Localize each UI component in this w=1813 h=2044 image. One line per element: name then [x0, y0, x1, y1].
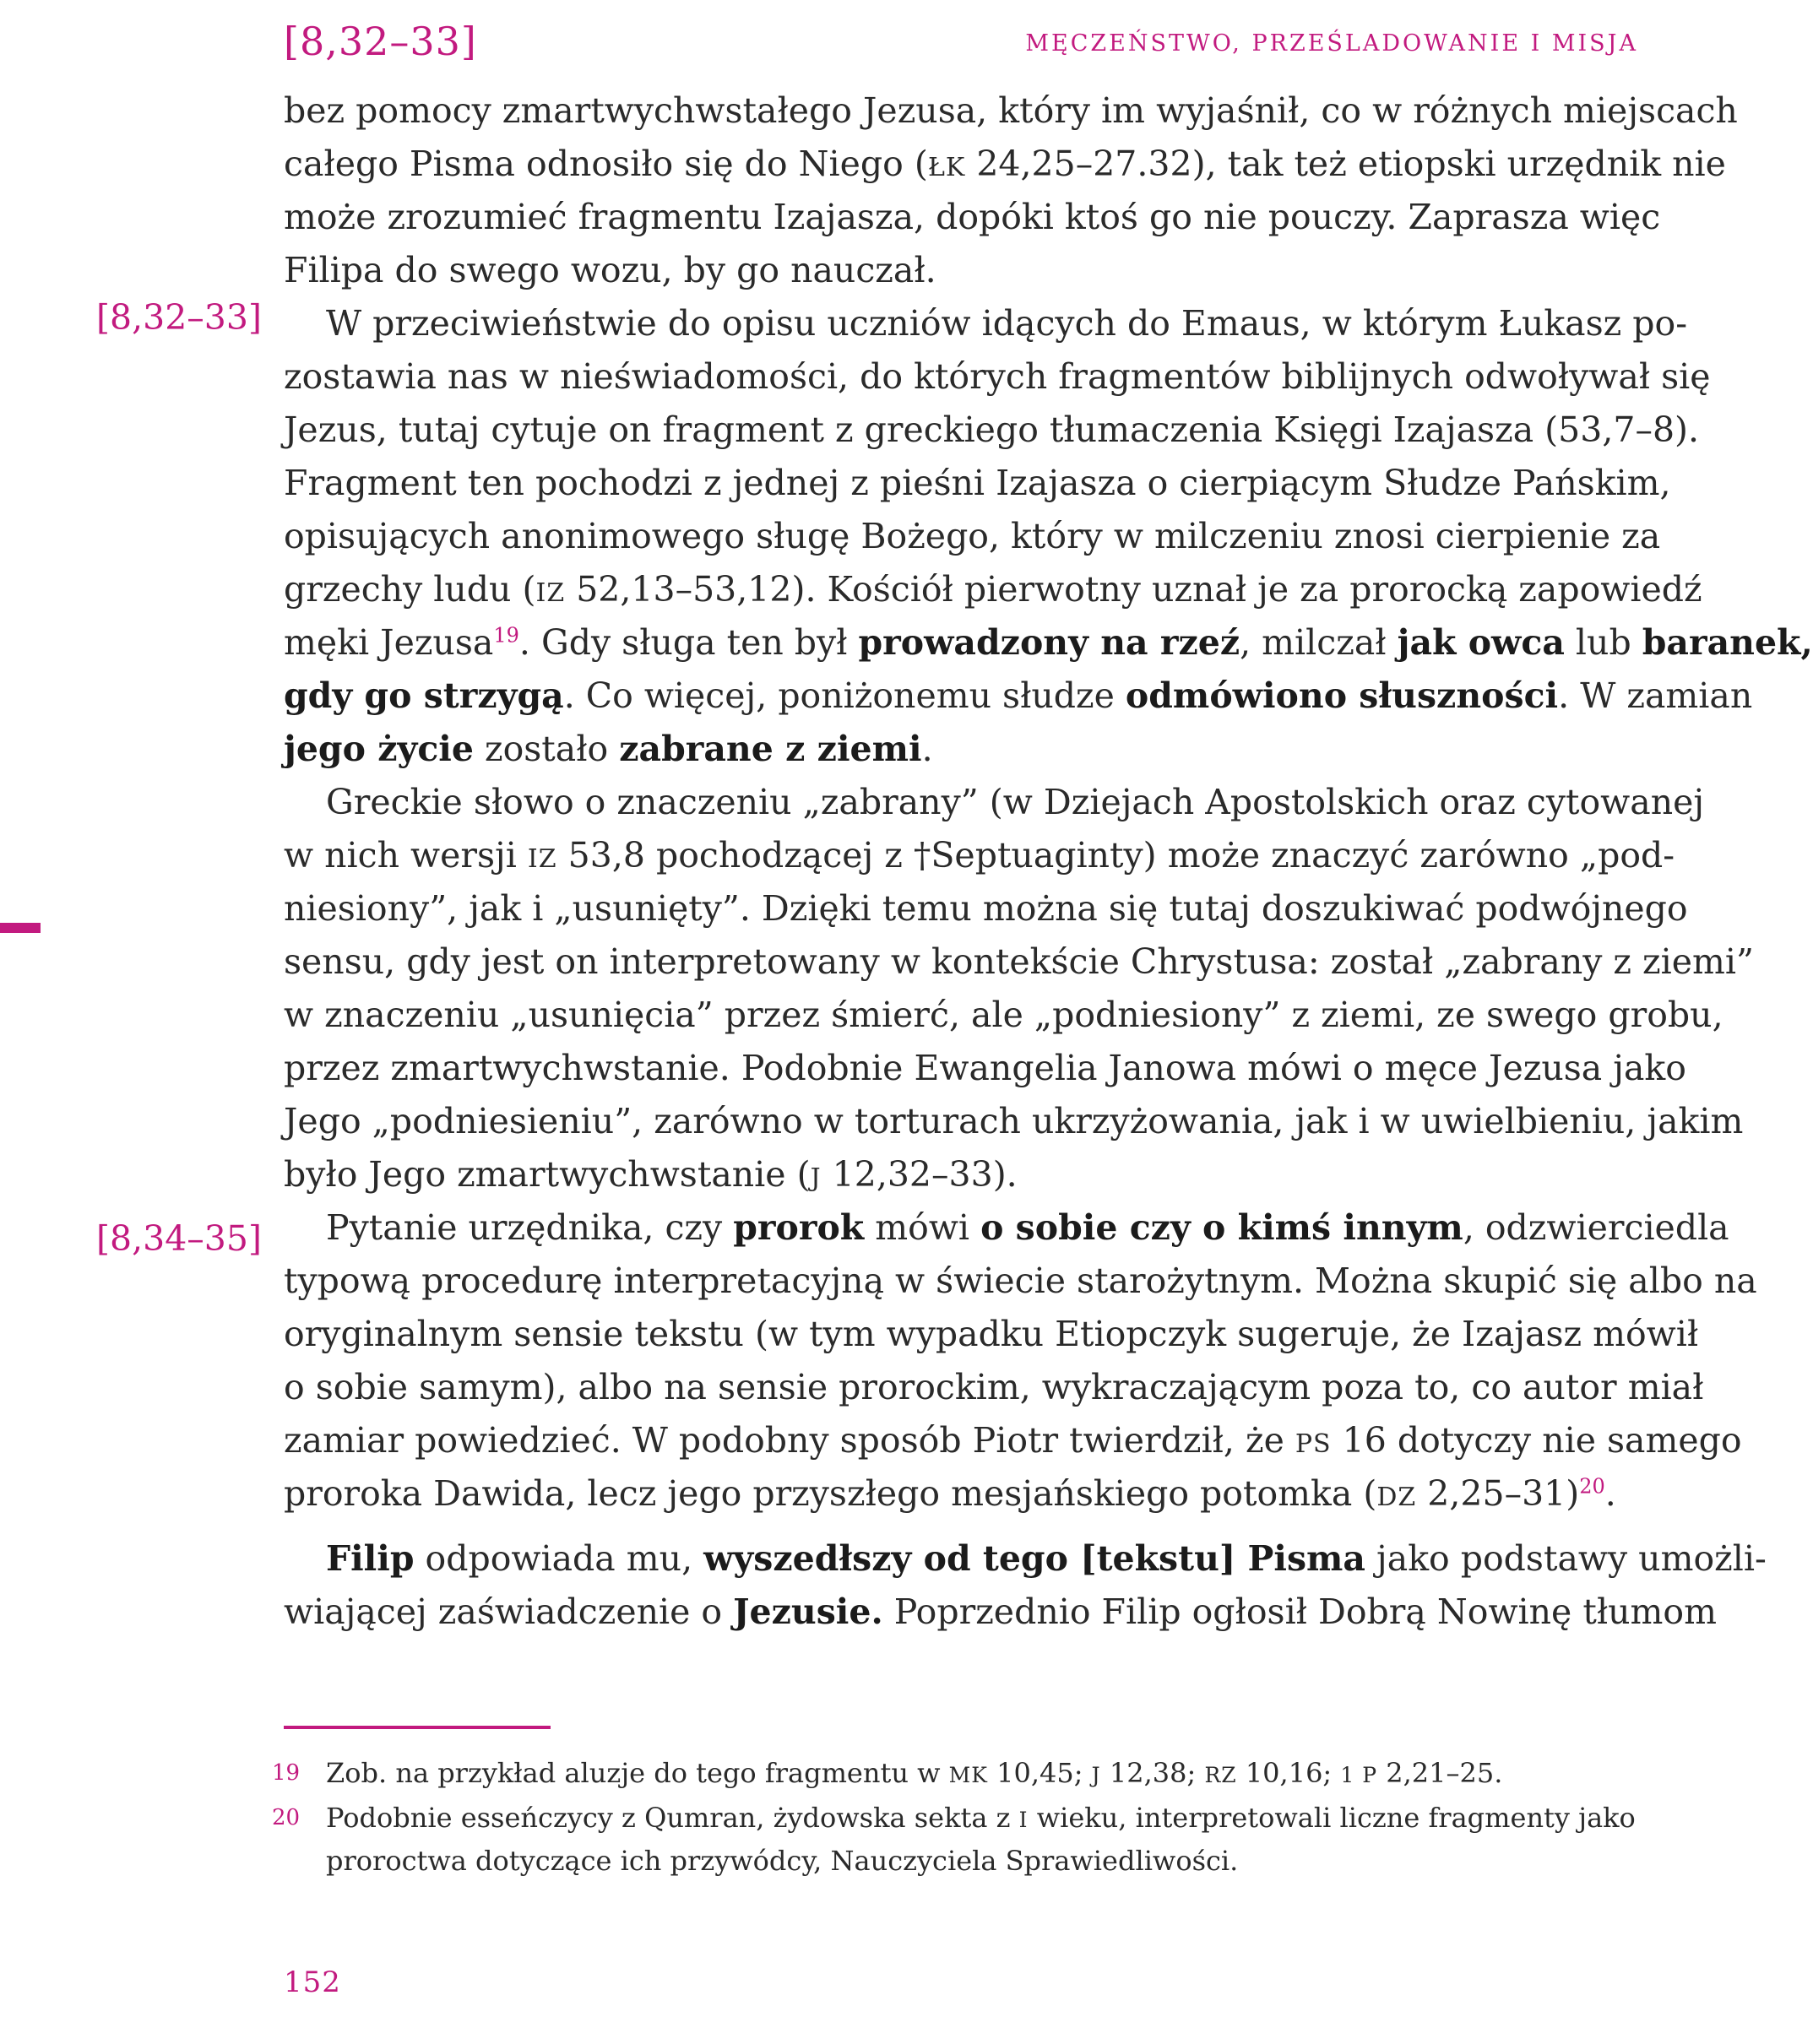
text-line: Fragment ten pochodzi z jednej z pieśni Izajasza o cierpiącym Słudze Pańskim,: [284, 463, 1671, 503]
bible-book-abbrev: J: [810, 1163, 822, 1193]
footnote-text: Podobnie esseńczycy z Qumran, żydowska sekta z I wieku, interpretowali liczne fragmenty jako proroctwa dotyczące ich przywódcy, Nauczyciela Sprawiedliwości.: [326, 1802, 1636, 1877]
bible-book-abbrev: IZ: [535, 578, 566, 608]
footnote-number: 19: [272, 1760, 301, 1786]
footnote-divider: [284, 1726, 551, 1729]
text-line: Greckie słowo o znaczeniu „zabrany” (w Dziejach Apostolskich oraz cytowanej: [326, 782, 1705, 822]
text-line: gdy go strzygą. Co więcej, poniżonemu słudze odmówiono słuszności. W zamian: [284, 675, 1753, 716]
bible-book-abbrev: DZ: [1376, 1483, 1417, 1512]
text-line: oryginalnym sensie tekstu (w tym wypadku Etiopczyk sugeruje, że Izajasz mówił: [284, 1314, 1699, 1354]
text-line: opisujących anonimowego sługę Bożego, który w milczeniu znosi cierpienie za: [284, 516, 1661, 556]
bible-book-abbrev: ŁK: [927, 153, 966, 182]
text-line: może zrozumieć fragmentu Izajasza, dopóki ktoś go nie pouczy. Zaprasza więc: [284, 197, 1661, 237]
footnote-ref: 20: [1579, 1474, 1605, 1499]
text-line: zostawia nas w nieświadomości, do których fragmentów biblijnych odwoływał się: [284, 356, 1711, 397]
text-line: jego życie zostało zabrane z ziemi.: [284, 729, 933, 769]
margin-thumb-mark: [0, 923, 41, 933]
footnotes: [272, 1753, 1647, 1883]
text-line: całego Pisma odnosiło się do Niego (ŁK 24,25–27.32), tak też etiopski urzędnik nie: [284, 144, 1726, 184]
text-line: grzechy ludu (IZ 52,13–53,12). Kościół pierwotny uznał je za prorocką zapowiedź: [284, 569, 1702, 610]
footnote-number: 20: [272, 1805, 301, 1830]
footnote: [272, 1753, 1647, 1796]
margin-reference: [8,34–35]: [96, 1218, 262, 1259]
bible-book-abbrev: IZ: [527, 844, 557, 874]
text-line: Filipa do swego wozu, by go nauczał.: [284, 250, 936, 290]
running-head-title: MĘCZEŃSTWO, PRZEŚLADOWANIE I MISJA: [1025, 30, 1638, 57]
text-line: Pytanie urzędnika, czy prorok mówi o sobie czy o kimś innym, odzwierciedla: [326, 1207, 1729, 1248]
footnote: [272, 1797, 1647, 1881]
text-line: w nich wersji IZ 53,8 pochodzącej z †Septuaginty) może znaczyć zarówno „pod-: [284, 835, 1675, 876]
text-line: niesiony”, jak i „usunięty”. Dzięki temu można się tutaj doszukiwać podwójnego: [284, 888, 1688, 929]
text-line: o sobie samym), albo na sensie prorockim, wykraczającym poza to, co autor miał: [284, 1367, 1704, 1407]
text-line: bez pomocy zmartwychwstałego Jezusa, który im wyjaśnił, co w różnych miejscach: [284, 90, 1738, 131]
text-line: Jezus, tutaj cytuje on fragment z greckiego tłumaczenia Księgi Izajasza (53,7–8).: [284, 409, 1700, 450]
text-line: proroka Dawida, lecz jego przyszłego mesjańskiego potomka (DZ 2,25–31)$^{20}$.: [284, 1473, 1616, 1514]
text-line: Jego „podniesieniu”, zarówno w torturach ukrzyżowania, jak i w uwielbieniu, jakim: [284, 1101, 1744, 1141]
text-line: zamiar powiedzieć. W podobny sposób Piotr twierdził, że PS 16 dotyczy nie samego: [284, 1420, 1742, 1461]
bible-book-abbrev: PS: [1295, 1429, 1332, 1459]
text-line: W przeciwieństwie do opisu uczniów idących do Emaus, w którym Łukasz po-: [326, 303, 1688, 344]
text-line: typową procedurę interpretacyjną w świecie starożytnym. Można skupić się albo na: [284, 1261, 1757, 1301]
text-line: wiającej zaświadczenie o Jezusie. Poprzednio Filip ogłosił Dobrą Nowinę tłumom: [284, 1591, 1717, 1632]
margin-reference: [8,32–33]: [96, 297, 262, 338]
running-head-reference: [8,32–33]: [284, 19, 477, 64]
text-line: było Jego zmartwychwstanie (J 12,32–33).: [284, 1154, 1018, 1195]
footnote-ref: 19: [493, 623, 519, 648]
page-number: 152: [284, 1965, 341, 1999]
text-line: przez zmartwychwstanie. Podobnie Ewangelia Janowa mówi o męce Jezusa jako: [284, 1048, 1686, 1088]
text-line: męki Jezusa$^{19}$. Gdy sługa ten był prowadzony na rzeź, milczał jak owca lub baranek,: [284, 622, 1813, 663]
text-line: w znaczeniu „usunięcia” przez śmierć, ale „podniesiony” z ziemi, ze swego grobu,: [284, 995, 1723, 1035]
text-line: sensu, gdy jest on interpretowany w kontekście Chrystusa: został „zabrany z ziemi”: [284, 941, 1754, 982]
footnote-text: Zob. na przykład aluzje do tego fragmentu w MK 10,45; J 12,38; RZ 10,16; 1 P 2,21–25.: [326, 1757, 1503, 1789]
main-text: [284, 84, 1813, 1639]
text-line: Filip odpowiada mu, wyszedłszy od tego [tekstu] Pisma jako podstawy umożli-: [326, 1538, 1767, 1579]
